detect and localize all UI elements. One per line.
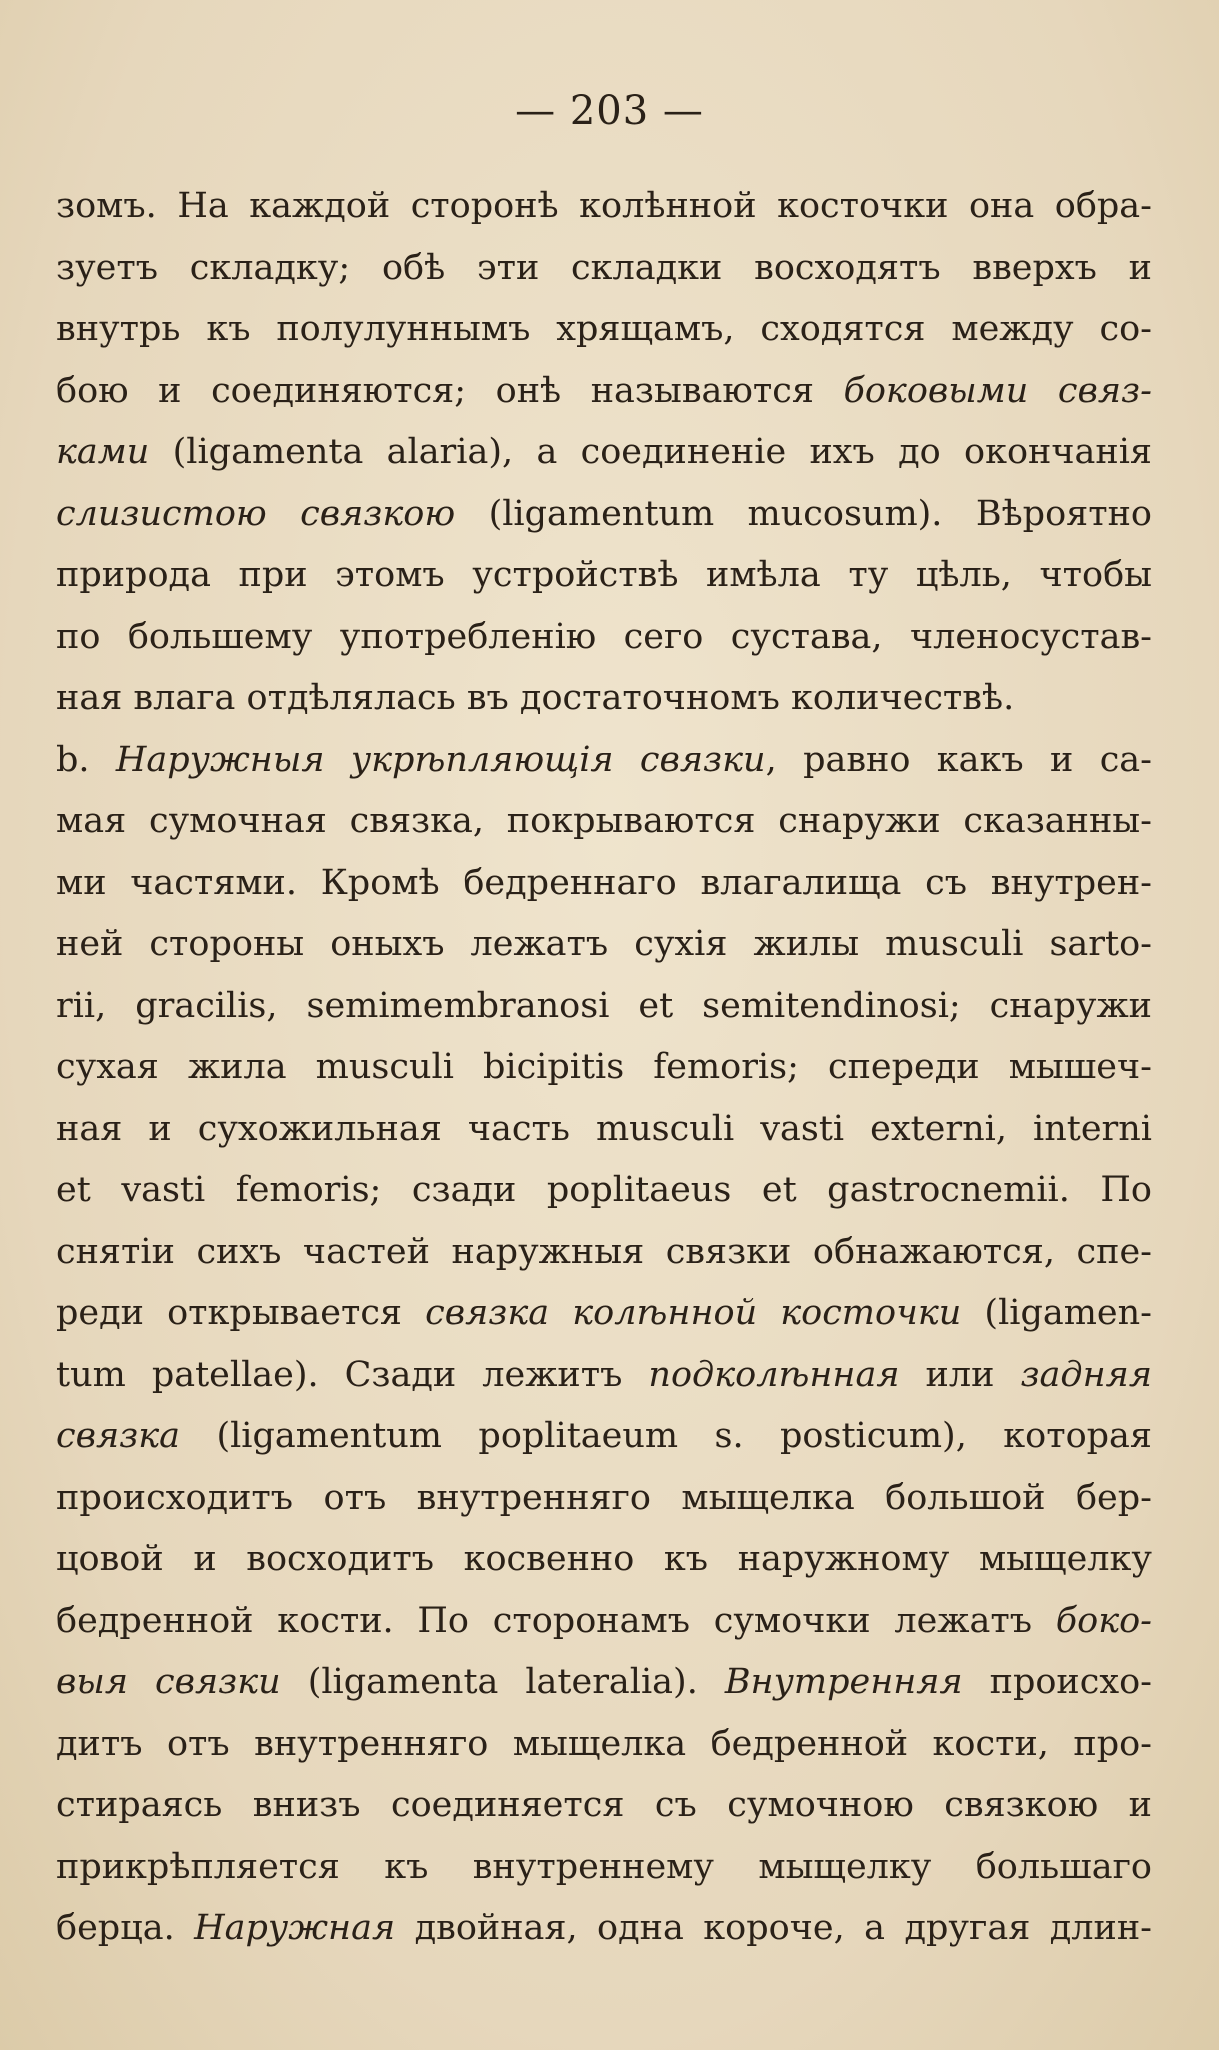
italic-term: задняя (1020, 1354, 1152, 1395)
text-line (56, 853, 1152, 915)
text-run: сухая жила musculi bicipitis femoris; спереди мышеч- (56, 1047, 1152, 1087)
text-run: ная и сухожильная часть musculi vasti externi, interni (56, 1108, 1152, 1149)
text-run: (ligamentum mucosum). Вѣроятно (455, 493, 1152, 534)
text-run: (ligamen- (961, 1293, 1152, 1333)
text-run: (ligamenta lateralia). (280, 1662, 725, 1702)
italic-term: связка (56, 1416, 181, 1456)
text-line (56, 1714, 1152, 1776)
italic-term: Наружная (194, 1908, 396, 1948)
text-run: реди открывается (56, 1293, 426, 1333)
text-line (56, 914, 1152, 976)
text-run: , равно какъ и са- (765, 739, 1152, 780)
text-line (56, 1468, 1152, 1530)
text-line (56, 484, 1152, 546)
text-run: или (899, 1354, 1021, 1395)
text-line (56, 299, 1152, 361)
text-run: ми частями. Кромѣ бедреннаго влагалища съ внутрен- (56, 862, 1152, 903)
text-line (56, 1037, 1152, 1099)
text-run: зуетъ складку; обѣ эти складки восходятъ вверхъ и (56, 247, 1152, 288)
body-text (56, 176, 1152, 1960)
text-run: (ligamenta alaria), а соединеніе ихъ до окончанія (149, 432, 1152, 472)
text-line (56, 1345, 1152, 1407)
text-run: происходитъ отъ внутренняго мыщелка большой бер- (56, 1477, 1152, 1518)
text-run: дитъ отъ внутренняго мыщелка бедренной кости, про- (56, 1723, 1152, 1764)
text-run: rii, gracilis, semimembranosi et semitendinosi; снаружи (56, 985, 1152, 1026)
text-line (56, 1775, 1152, 1837)
italic-term: выя связки (56, 1662, 281, 1702)
italic-term: Внутренняя (724, 1662, 963, 1702)
text-run: стираясь внизъ соединяется съ сумочною связкою и (56, 1785, 1152, 1825)
text-run: ная влага отдѣлялась въ достаточномъ количествѣ. (56, 678, 1015, 718)
text-run: двойная, одна короче, а другая длин- (395, 1908, 1152, 1948)
text-run: внутрь къ полулуннымъ хрящамъ, сходятся между со- (56, 309, 1152, 349)
text-line (56, 1898, 1152, 1960)
text-run: снятіи сихъ частей наружныя связки обнажаются, спе- (56, 1231, 1152, 1272)
text-run: зомъ. На каждой сторонѣ колѣнной косточки она обра- (56, 186, 1152, 226)
text-run: происхо- (962, 1662, 1152, 1702)
text-line (56, 1160, 1152, 1222)
italic-term: слизистою связкою (56, 493, 456, 534)
text-line (56, 422, 1152, 484)
text-run: цовой и восходитъ косвенно къ наружному мыщелку (56, 1539, 1152, 1579)
text-line (56, 1591, 1152, 1653)
text-run: ней стороны оныхъ лежатъ сухія жилы musculi sarto- (56, 924, 1152, 964)
text-line (56, 976, 1152, 1038)
text-line (56, 668, 1152, 730)
text-line (56, 1222, 1152, 1284)
text-run: бою и соединяются; онѣ называются (56, 370, 844, 411)
text-run: бедренной кости. По сторонамъ сумочки лежатъ (56, 1600, 1056, 1641)
text-run: (ligamentum poplitaeum s. posticum), которая (180, 1416, 1152, 1456)
text-run: b. (56, 739, 116, 780)
text-line (56, 545, 1152, 607)
text-line (56, 607, 1152, 669)
text-run: по большему употребленію сего сустава, членосустав- (56, 616, 1152, 657)
text-line (56, 176, 1152, 238)
text-line (56, 1529, 1152, 1591)
text-line (56, 1837, 1152, 1899)
italic-term: связка колѣнной косточки (425, 1293, 962, 1333)
text-run: tum patellae). Сзади лежитъ (56, 1354, 649, 1395)
page-number: — 203 — (515, 88, 704, 134)
italic-term: подколѣнная (648, 1354, 900, 1395)
text-line (56, 730, 1152, 792)
text-line (56, 1406, 1152, 1468)
text-line (56, 791, 1152, 853)
text-run: et vasti femoris; сзади poplitaeus et gastrocnemii. По (56, 1170, 1152, 1210)
text-line (56, 1652, 1152, 1714)
italic-term: ками (56, 432, 150, 472)
text-run: берца. (56, 1908, 195, 1948)
italic-term: боко- (1055, 1600, 1152, 1641)
text-run: прикрѣпляется къ внутреннему мыщелку большаго (56, 1846, 1152, 1887)
text-run: природа при этомъ устройствѣ имѣла ту цѣль, чтобы (56, 555, 1152, 595)
italic-term: боковыми связ- (843, 370, 1152, 411)
text-run: мая сумочная связка, покрываются снаружи сказанны- (56, 801, 1152, 841)
italic-term: Наружныя укрѣпляющія связки (115, 739, 766, 780)
text-line (56, 1099, 1152, 1161)
text-line (56, 1283, 1152, 1345)
text-line (56, 361, 1152, 423)
text-line (56, 238, 1152, 300)
